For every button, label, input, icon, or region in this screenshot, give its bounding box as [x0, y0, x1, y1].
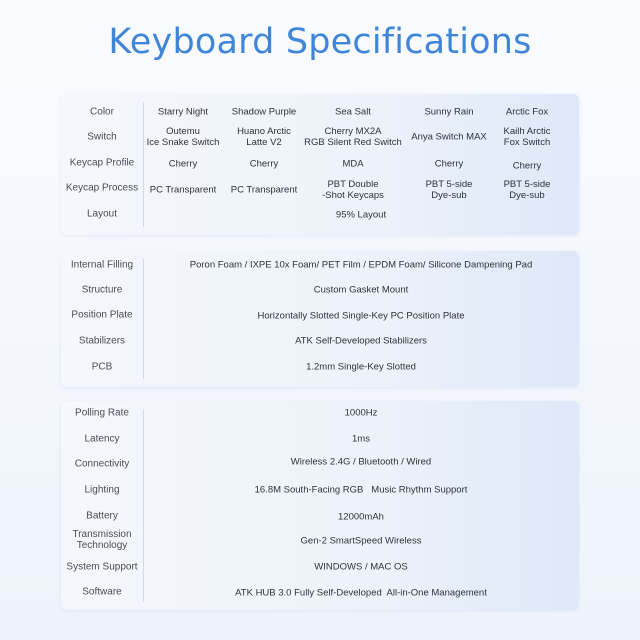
keycap-process-cell: PBT 5-side Dye-sub	[425, 179, 473, 201]
row-label-keycap-profile: Keycap Profile	[69, 157, 135, 169]
keycap-profile-cell: Cherry	[249, 158, 279, 170]
switch-cell: Huano Arctic Latte V2	[237, 126, 291, 148]
pcb-value: 1.2mm Single-Key Slotted	[306, 361, 416, 373]
row-label-internal-filling: Internal Filling	[70, 259, 134, 271]
keycap-process-cell: PC Transparent	[230, 184, 298, 196]
row-label-keycap-process: Keycap Process	[65, 182, 139, 194]
stabilizers-value: ATK Self-Developed Stabilizers	[295, 335, 427, 347]
row-label-color: Color	[90, 106, 114, 118]
row-label-battery: Battery	[86, 510, 118, 522]
keycap-process-cell: PBT Double -Shot Keycaps	[322, 179, 384, 201]
row-label-switch: Switch	[87, 131, 117, 143]
system-support-value: WINDOWS / MAC OS	[314, 561, 408, 573]
battery-value: 12000mAh	[338, 511, 384, 523]
keycap-process-cell: PC Transparent	[149, 184, 217, 196]
internal-filling-value: Poron Foam / IXPE 10x Foam/ PET Film / EPDM Foam/ Silicone Dampening Pad	[189, 259, 533, 271]
variants-panel	[61, 94, 579, 235]
row-label-transmission-technology: Transmission Technology	[72, 529, 132, 551]
transmission-technology-value: Gen-2 SmartSpeed Wireless	[300, 535, 422, 547]
color-cell: Shadow Purple	[231, 106, 297, 118]
switch-cell: Outemu Ice Snake Switch	[146, 126, 220, 148]
row-label-structure: Structure	[81, 284, 123, 296]
switch-cell: Kailh Arctic Fox Switch	[503, 126, 551, 148]
row-label-layout: Layout	[86, 208, 118, 220]
color-cell: Sunny Rain	[424, 106, 474, 118]
color-cell: Starry Night	[157, 106, 209, 118]
keycap-profile-cell: Cherry	[168, 158, 198, 170]
keycap-profile-cell: MDA	[342, 158, 364, 170]
row-label-pcb: PCB	[91, 361, 113, 373]
row-label-latency: Latency	[84, 433, 120, 445]
row-label-polling-rate: Polling Rate	[75, 407, 129, 419]
latency-value: 1ms	[352, 433, 370, 445]
software-value: ATK HUB 3.0 Fully Self-Developed All-in-One Management	[235, 587, 487, 599]
row-label-stabilizers: Stabilizers	[78, 335, 126, 347]
row-label-system-support: System Support	[66, 561, 138, 573]
color-cell: Sea Salt	[335, 106, 371, 118]
keycap-profile-cell: Cherry	[512, 160, 542, 172]
keycap-process-cell: PBT 5-side Dye-sub	[503, 179, 551, 201]
row-label-position-plate: Position Plate	[71, 309, 133, 321]
layout-value: 95% Layout	[335, 209, 387, 221]
lighting-value: 16.8M South-Facing RGB Music Rhythm Support	[254, 484, 468, 496]
position-plate-value: Horizontally Slotted Single-Key PC Position Plate	[257, 310, 465, 322]
structure-panel	[61, 251, 579, 387]
switch-cell: Cherry MX2A RGB Silent Red Switch	[304, 126, 402, 148]
keycap-profile-cell: Cherry	[434, 158, 464, 170]
performance-panel	[61, 401, 579, 610]
switch-cell: Anya Switch MAX	[411, 131, 487, 143]
connectivity-value: Wireless 2.4G / Bluetooth / Wired	[290, 456, 432, 468]
row-label-software: Software	[82, 586, 122, 598]
page-title: Keyboard Specifications	[108, 22, 532, 62]
structure-value: Custom Gasket Mount	[313, 284, 409, 296]
column-divider	[143, 102, 144, 227]
row-label-lighting: Lighting	[84, 484, 120, 496]
color-cell: Arctic Fox	[505, 106, 549, 118]
row-label-connectivity: Connectivity	[74, 458, 130, 470]
polling-rate-value: 1000Hz	[344, 407, 378, 419]
